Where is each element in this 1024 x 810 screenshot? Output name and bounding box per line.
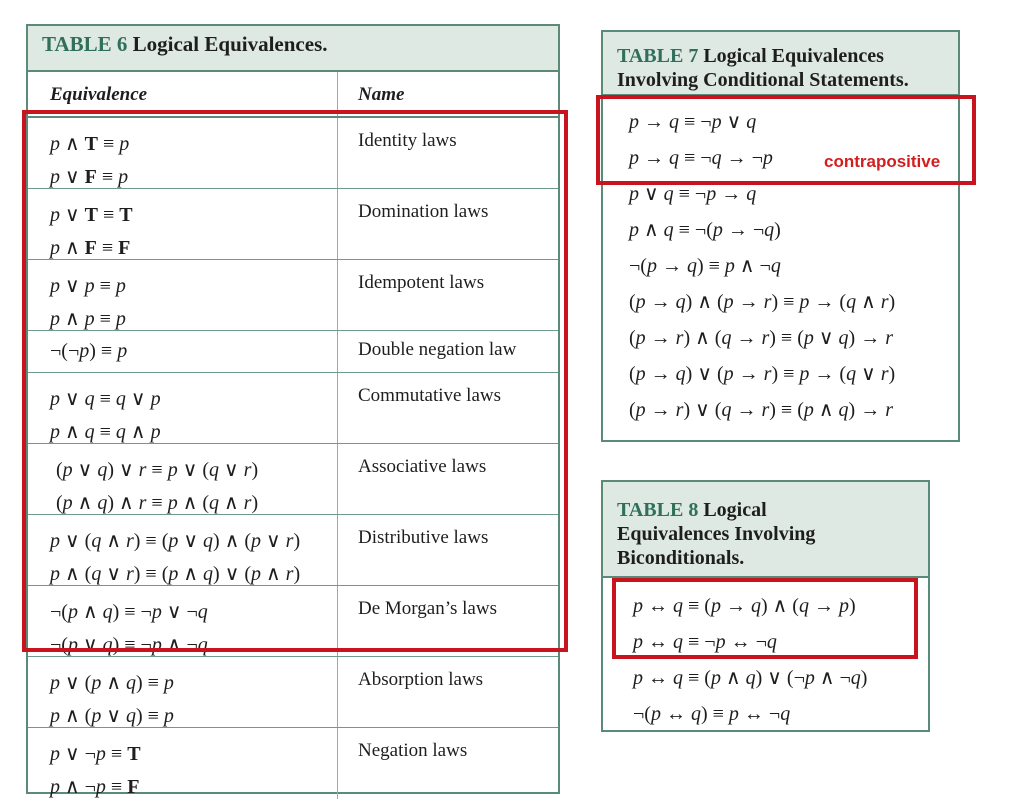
equivalence-formula: p ∧ (q ∨ r) ≡ (p ∧ q) ∨ (p ∧ r) — [50, 563, 301, 585]
equivalence-formula: p ∨ F ≡ p — [50, 166, 129, 188]
law-name: Domination laws — [358, 201, 489, 222]
law-name: Distributive laws — [358, 527, 489, 548]
equivalence-formula: ¬(p → q) ≡ p ∧ ¬q — [629, 255, 781, 277]
equivalence-formula: ¬(p ∨ q) ≡ ¬p ∧ ¬q — [50, 634, 208, 656]
equivalence-formula: p ∨ (p ∧ q) ≡ p — [50, 672, 174, 694]
table-row — [28, 728, 558, 799]
equivalence-formula: (p ∧ q) ∧ r ≡ p ∧ (q ∧ r) — [56, 492, 259, 514]
law-name: De Morgan’s laws — [358, 598, 497, 619]
law-name: Negation laws — [358, 740, 468, 761]
table-7 — [601, 30, 960, 442]
table-8-caption — [603, 482, 928, 578]
equivalence-formula: p ↔ q ≡ ¬p ↔ ¬q — [633, 631, 777, 653]
equivalence-formula: p → q ≡ ¬p ∨ q — [629, 111, 757, 133]
law-name: Double negation law — [358, 339, 517, 360]
equivalence-formula: p ∨ p ≡ p — [50, 275, 126, 297]
equivalence-formula: p ∧ T ≡ p — [50, 133, 130, 155]
equivalence-formula: p ∨ q ≡ ¬p → q — [629, 183, 757, 205]
highlight-box-table-8 — [612, 578, 918, 659]
table-8-title: Logical Equivalences Involving Biconditionals. — [617, 499, 816, 569]
law-name: Idempotent laws — [358, 272, 485, 293]
equivalence-formula: p ∨ ¬p ≡ T — [50, 743, 141, 765]
table-7-label: TABLE 7 — [617, 45, 699, 67]
contrapositive-annotation: contrapositive — [824, 152, 941, 171]
equivalence-formula: p ↔ q ≡ (p → q) ∧ (q → p) — [633, 595, 856, 617]
column-header-name: Name — [358, 84, 405, 105]
equivalence-formula: ¬(¬p) ≡ p — [50, 340, 128, 362]
equivalence-formula: p ∨ T ≡ T — [50, 204, 133, 226]
equivalence-formula: ¬(p ↔ q) ≡ p ↔ ¬q — [633, 703, 791, 725]
equivalence-formula: p → q ≡ ¬q → ¬p — [629, 147, 773, 169]
highlight-box-table-6 — [22, 110, 568, 652]
equivalence-formula: p ↔ q ≡ (p ∧ q) ∨ (¬p ∧ ¬q) — [633, 667, 868, 689]
table-6-caption — [28, 26, 558, 72]
equivalence-formula: p ∧ ¬p ≡ F — [50, 776, 140, 798]
equivalence-formula: p ∧ (p ∨ q) ≡ p — [50, 705, 174, 727]
equivalence-formula: (p → r) ∨ (q → r) ≡ (p ∧ q) → r — [629, 399, 893, 421]
table-6-label: TABLE 6 — [42, 32, 128, 56]
equivalence-formula: (p → q) ∨ (p → r) ≡ p → (q ∨ r) — [629, 363, 896, 385]
table-6-title: Logical Equivalences. — [132, 32, 328, 56]
law-name: Absorption laws — [358, 669, 484, 690]
equivalence-formula: p ∧ F ≡ F — [50, 237, 131, 259]
law-name: Identity laws — [358, 130, 457, 151]
equivalence-formula: p ∨ (q ∧ r) ≡ (p ∨ q) ∧ (p ∨ r) — [50, 530, 301, 552]
equivalence-formula: p ∨ q ≡ q ∨ p — [50, 388, 161, 410]
equivalence-formula: p ∧ q ≡ ¬(p → ¬q) — [629, 219, 781, 241]
equivalence-formula: (p → r) ∧ (q → r) ≡ (p ∨ q) → r — [629, 327, 893, 349]
equivalence-formula: (p ∨ q) ∨ r ≡ p ∨ (q ∨ r) — [56, 459, 259, 481]
equivalence-formula: ¬(p ∧ q) ≡ ¬p ∨ ¬q — [50, 601, 208, 623]
table-7-title: Logical Equivalences Involving Conditional Statements. — [617, 45, 909, 91]
law-name: Commutative laws — [358, 385, 502, 406]
table-row — [28, 657, 558, 728]
equivalence-formula: (p → q) ∧ (p → r) ≡ p → (q ∧ r) — [629, 291, 896, 313]
table-7-caption — [603, 32, 958, 96]
column-header-equivalence: Equivalence — [28, 72, 338, 116]
table-8-label: TABLE 8 — [617, 499, 699, 521]
equivalence-formula: p ∧ q ≡ q ∧ p — [50, 421, 161, 443]
equivalence-formula: p ∧ p ≡ p — [50, 308, 126, 330]
law-name: Associative laws — [358, 456, 487, 477]
